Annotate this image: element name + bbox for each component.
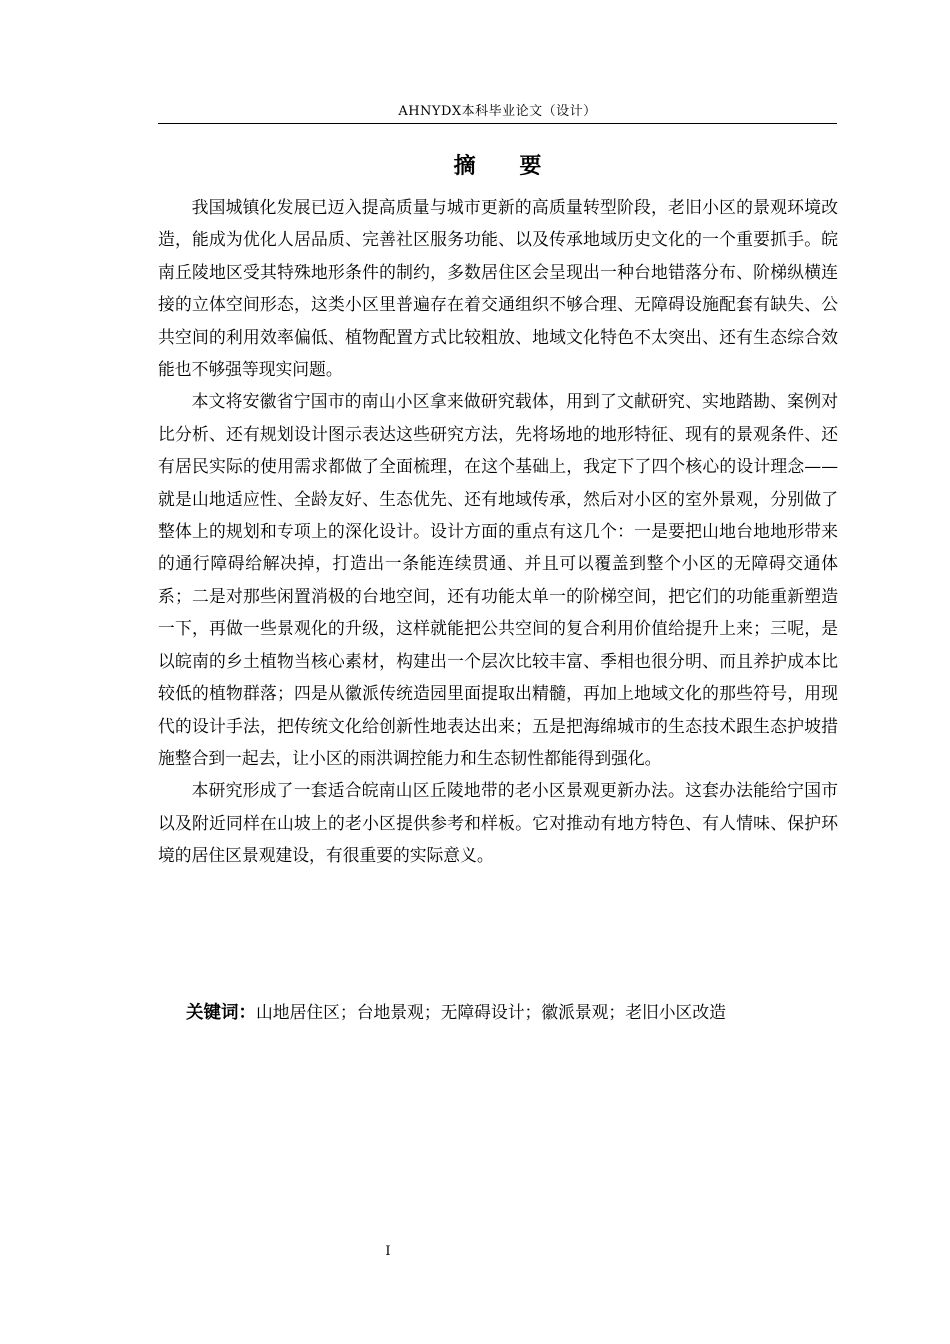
abstract-paragraph-3: 本研究形成了一套适合皖南山区丘陵地带的老小区景观更新办法。这套办法能给宁国市以及附近同样在山坡上的老小区提供参考和样板。它对推动有地方特色、有人情味、保护环境的居住区景观建设，有很重要的实际意义。 [158, 780, 838, 866]
abstract-title: 摘 要 [453, 154, 560, 179]
keywords-text: 山地居住区；台地景观；无障碍设计；徽派景观；老旧小区改造 [256, 1002, 726, 1022]
running-header: AHNYDX本科毕业论文（设计） [398, 104, 597, 119]
keywords-line [186, 996, 846, 1029]
header-rule [158, 123, 837, 124]
abstract-paragraph-1: 我国城镇化发展已迈入提高质量与城市更新的高质量转型阶段，老旧小区的景观环境改造，能成为优化人居品质、完善社区服务功能、以及传承地域历史文化的一个重要抓手。皖南丘陵地区受其特殊地形条件的制约，多数居住区会呈现出一种台地错落分布、阶梯纵横连接的立体空间形态，这类小区里普遍存在着交通组织不够合理、无障碍设施配套有缺失、公共空间的利用效率偏低、植物配置方式比较粗放、地域文化特色不太突出、还有生态综合效能也不够强等现实问题。 [158, 197, 838, 380]
keywords-label: 关键词： [186, 1003, 256, 1023]
abstract-body [158, 191, 838, 872]
abstract-paragraph-2: 本文将安徽省宁国市的南山小区拿来做研究载体，用到了文献研究、实地踏勘、案例对比分析、还有规划设计图示表达这些研究方法，先将场地的地形特征、现有的景观条件、还有居民实际的使用需求都做了全面梳理，在这个基础上，我定下了四个核心的设计理念——就是山地适应性、全龄友好、生态优先、还有地域传承，然后对小区的室外景观，分别做了整体上的规划和专项上的深化设计。设计方面的重点有这几个：一是要把山地台地地形带来的通行障碍给解决掉，打造出一条能连续贯通、并且可以覆盖到整个小区的无障碍交通体系；二是对那些闲置消极的台地空间，还有功能太单一的阶梯空间，把它们的功能重新塑造一下，再做一些景观化的升级，这样就能把公共空间的复合利用价值给提升上来；三呢，是以皖南的乡土植物当核心素材，构建出一个层次比较丰富、季相也很分明、而且养护成本比较低的植物群落；四是从徽派传统造园里面提取出精髓，再加上地域文化的那些符号，用现代的设计手法，把传统文化给创新性地表达出来；五是把海绵城市的生态技术跟生态护坡措施整合到一起去，让小区的雨洪调控能力和生态韧性都能得到强化。 [158, 391, 838, 768]
page-number: I [385, 1244, 391, 1259]
